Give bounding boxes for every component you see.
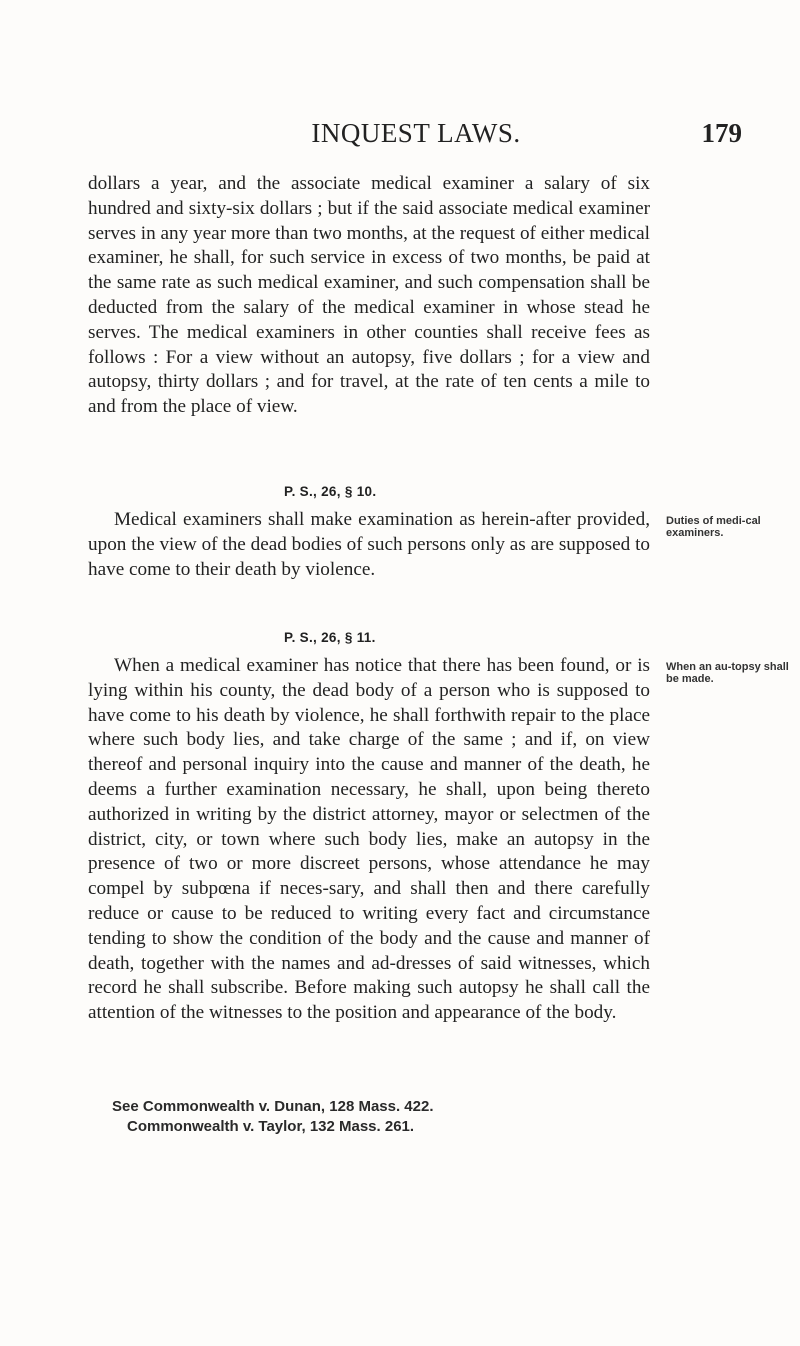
page-number: 179: [701, 118, 742, 148]
running-title: INQUEST LAWS.: [311, 118, 521, 148]
section-11-text: When a medical examiner has notice that there has been found, or is lying within his county, the dead body of a person who is supposed to have come to his death by violence, he shall forthwith repair to the place where such body lies, and take charge of the same ; and if, on view thereof and personal inquiry into the cause and manner of the death, he deems a further examination necessary, he shall, upon being thereto authorized in writing by the district attorney, mayor or selectmen of the district, city, or town where such body lies, make an autopsy in the presence of two or more discreet persons, whose attendance he may compel by subpœna if neces-sary, and shall then and there carefully reduce or cause to be reduced to writing every fact and circumstance tending to show the condition of the body and the cause and manner of death, together with the names and ad-dresses of said witnesses, which record he shall subscribe. Before making such autopsy he shall call the attention of the witnesses to the position and appearance of the body.: [88, 655, 650, 1024]
paragraph-continued: [88, 172, 650, 420]
margin-note-autopsy: When an au-topsy shall be made.: [666, 661, 789, 685]
section-reference-10: P. S., 26, § 10.: [284, 484, 377, 499]
citation-line-1: See Commonwealth v. Dunan, 128 Mass. 422.: [112, 1098, 434, 1115]
section-10-paragraph: [88, 508, 650, 582]
paragraph-1-text: dollars a year, and the associate medical examiner a salary of six hundred and sixty-six dollars ; but if the said associate medical examiner serves in any year more than two months, at the request of either medical examiner, he shall, for such service in excess of two months, be paid at the same rate as such medical examiner, and such compensation shall be deducted from the salary of the medical examiner in whose stead he serves. The medical examiners in other counties shall receive fees as follows : For a view without an autopsy, five dollars ; for a view and autopsy, thirty dollars ; and for travel, at the rate of ten cents a mile to and from the place of view.: [88, 173, 650, 418]
case-citations: [112, 1097, 672, 1137]
section-reference-11: P. S., 26, § 11.: [284, 630, 376, 645]
citation-line-2: Commonwealth v. Taylor, 132 Mass. 261.: [127, 1118, 415, 1135]
section-11-paragraph: [88, 654, 650, 1026]
section-10-text: Medical examiners shall make examination as herein-after provided, upon the view of the dead bodies of such persons only as are supposed to have come to their death by violence.: [88, 509, 650, 580]
margin-note-duties: Duties of medi-cal examiners.: [666, 515, 761, 539]
running-head: [90, 118, 742, 158]
